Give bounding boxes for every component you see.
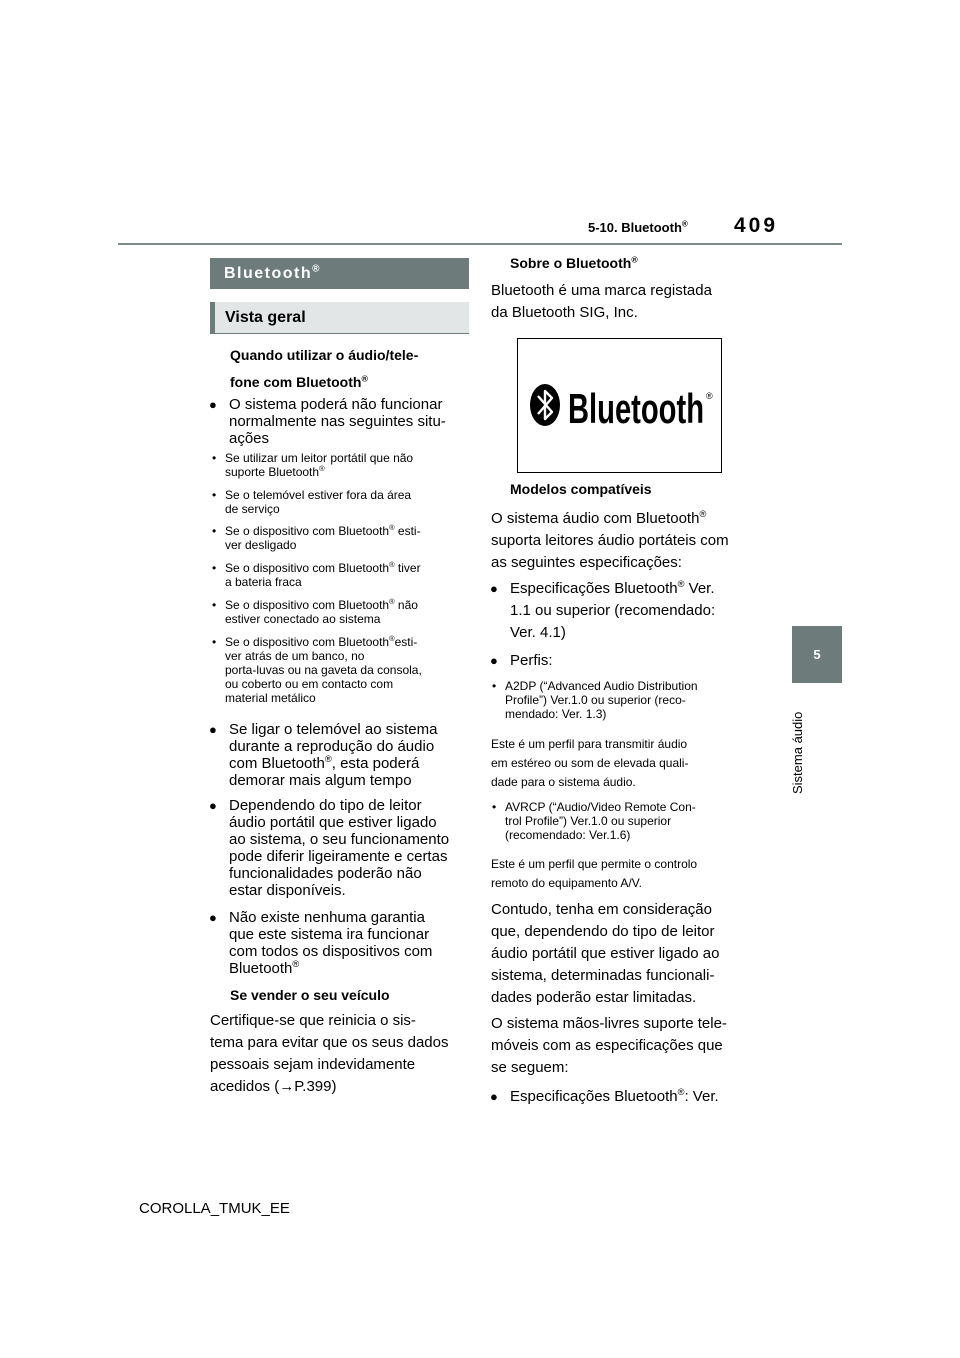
paragraph-audio-support: O sistema áudio com Bluetooth® suporta leitores áudio portáteis com as seguintes especificações: bbox=[491, 509, 729, 571]
bullet-dot-icon: ● bbox=[490, 1089, 498, 1104]
list-item: • Se o dispositivo com Bluetooth® esti- ver desligado bbox=[212, 523, 421, 552]
section-title: Bluetooth® bbox=[210, 258, 469, 289]
paragraph-reset-system: Certifique-se que reinicia o sis- tema para evitar que os seus dados pessoais sejam indevidamente acedidos (→P.399) bbox=[210, 1012, 449, 1095]
list-item: • Se o dispositivo com Bluetooth® tiver a bateria fraca bbox=[212, 560, 421, 589]
heading-using-bluetooth: Quando utilizar o áudio/tele- fone com Bluetooth® bbox=[230, 347, 419, 390]
chapter-tab[interactable]: 5 bbox=[792, 626, 842, 683]
bullet-connection-delay: ● Se ligar o telemóvel ao sistema durante a reprodução do áudio com Bluetooth®, esta poderá demorar mais algum tempo bbox=[209, 721, 438, 789]
bullet-dot-icon: ● bbox=[209, 722, 217, 737]
list-item: • AVRCP (“Audio/Video Remote Con- trol Profile”) Ver.1.0 ou superior (recomendado: Ver.1.6) bbox=[492, 800, 696, 842]
list-item: • Se o telemóvel estiver fora da área de serviço bbox=[212, 488, 412, 516]
heading-about-bluetooth: Sobre o Bluetooth® bbox=[510, 254, 638, 271]
running-header-section: 5-10. Bluetooth® bbox=[588, 219, 688, 235]
arrow-icon: → bbox=[279, 1078, 295, 1095]
heading-selling-vehicle: Se vender o seu veículo bbox=[230, 987, 390, 1003]
bullet-hands-free-spec: ● Especificações Bluetooth®: Ver. bbox=[510, 1086, 719, 1108]
bullet-profiles: ● Perfis: bbox=[510, 650, 553, 672]
page-number: 409 bbox=[734, 214, 779, 237]
note-avrcp: Este é um perfil que permite o controlo remoto do equipamento A/V. bbox=[491, 857, 698, 890]
bluetooth-logo-box bbox=[517, 338, 722, 473]
bullet-dot-icon: ● bbox=[490, 653, 498, 668]
page-reference-link[interactable]: P.399) bbox=[294, 1078, 337, 1095]
svg-text:®: ® bbox=[706, 391, 713, 401]
list-item: • A2DP (“Advanced Audio Distribution Profile”) Ver.1.0 ou superior (reco- mendado: Ver. 1.3) bbox=[492, 679, 698, 721]
list-item: • Se utilizar um leitor portátil que não suporte Bluetooth® bbox=[212, 451, 414, 479]
heading-compatible-models: Modelos compatíveis bbox=[510, 481, 652, 497]
paragraph-hands-free: O sistema mãos-livres suporte tele- móveis com as especificações que se seguem: bbox=[491, 1015, 727, 1076]
bullet-may-not-work: ● O sistema poderá não funcionar normalmente nas seguintes situ- ações bbox=[209, 396, 446, 447]
bluetooth-logo bbox=[518, 339, 721, 472]
bullet-dot-icon: ● bbox=[209, 910, 217, 925]
document-code: COROLLA_TMUK_EE bbox=[139, 1200, 290, 1217]
note-a2dp: Este é um perfil para transmitir áudio em estéreo ou som de elevada quali- dade para o sistema áudio. bbox=[491, 737, 689, 789]
bullet-no-guarantee: ● Não existe nenhuma garantia que este sistema ira funcionar com todos os dispositivos com Bluetooth® bbox=[209, 909, 433, 977]
paragraph-trademark: Bluetooth é uma marca registada da Bluetooth SIG, Inc. bbox=[491, 282, 712, 321]
bullet-dot-icon: ● bbox=[209, 798, 217, 813]
bullet-player-type: ● Dependendo do tipo de leitor áudio portátil que estiver ligado ao sistema, o seu funcionamento pode diferir ligeiramente e certas funcionalidades poderão não estar disponíveis. bbox=[209, 797, 450, 899]
bluetooth-wordmark: Bluetooth bbox=[568, 385, 704, 432]
subsection-title: Vista geral bbox=[210, 302, 469, 334]
list-item: • Se o dispositivo com Bluetooth®esti- ver atrás de um banco, no porta-luvas ou na gaveta da consola, ou coberto ou em contacto com material metálico bbox=[212, 634, 422, 705]
list-item: • Se o dispositivo com Bluetooth® não estiver conectado ao sistema bbox=[212, 597, 418, 626]
bullet-dot-icon: ● bbox=[490, 581, 498, 596]
paragraph-limitations: Contudo, tenha em consideração que, dependendo do tipo de leitor áudio portátil que estiver ligado ao sistema, determinadas funcionali- dades poderão estar limitadas. bbox=[491, 901, 720, 1006]
chapter-label: Sistema áudio bbox=[790, 711, 805, 794]
bullet-dot-icon: ● bbox=[209, 397, 217, 412]
header-rule bbox=[118, 243, 842, 245]
bullet-spec-version: ● Especificações Bluetooth® Ver. 1.1 ou superior (recomendado: Ver. 4.1) bbox=[490, 579, 716, 641]
